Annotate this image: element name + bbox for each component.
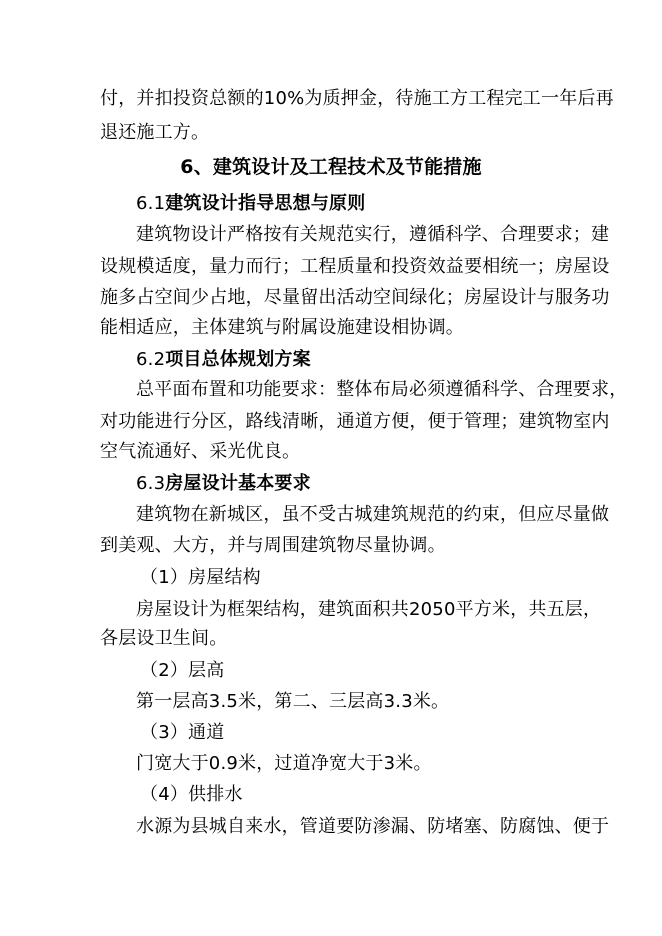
section-title: 建筑设计指导思想与原则 <box>165 193 366 214</box>
paragraph-line: 施多占空间少占地，尽量留出活动空间绿化；房屋设计与服务功 <box>100 287 610 308</box>
subsection-label: （4）供排水 <box>140 784 243 805</box>
section-number: 6.2 <box>136 349 166 370</box>
paragraph-line: 建筑物在新城区，虽不受古城建筑规范的约束，但应尽量做 <box>136 504 610 525</box>
section-number: 6.3 <box>136 473 166 494</box>
paragraph-line: 总平面布置和功能要求：整体布局必须遵循科学、合理要求， <box>136 379 628 400</box>
paragraph-line: 设规模适度，量力而行；工程质量和投资效益要相统一；房屋设 <box>100 256 610 277</box>
section-title: 项目总体规划方案 <box>165 349 311 370</box>
paragraph-line: 退还施工方。 <box>100 122 210 143</box>
paragraph-line: 房屋设计为框架结构，建筑面积共2050平方米，共五层， <box>136 599 602 620</box>
paragraph-line: 第一层高3.5米，第二、三层高3.3米。 <box>136 691 450 712</box>
paragraph-line: 能相适应，主体建筑与附属设施建设相协调。 <box>100 317 464 338</box>
section-heading-6-3 <box>136 472 311 496</box>
paragraph-line: 各层设卫生间。 <box>100 628 228 649</box>
section-heading-6-1 <box>136 192 365 216</box>
subsection-label: （3）通道 <box>140 722 225 743</box>
paragraph-line: 门宽大于0.9米，过道净宽大于3米。 <box>136 753 432 774</box>
subsection-label: （2）层高 <box>140 660 225 681</box>
section-number: 6.1 <box>136 193 166 214</box>
chapter-title: 6、建筑设计及工程技术及节能措施 <box>180 156 482 178</box>
paragraph-line: 建筑物设计严格按有关规范实行，遵循科学、合理要求；建 <box>136 224 610 245</box>
section-heading-6-2 <box>136 348 311 372</box>
paragraph-line: 水源为县城自来水，管道要防渗漏、防堵塞、防腐蚀、便于 <box>136 816 610 837</box>
section-title: 房屋设计基本要求 <box>165 473 311 494</box>
paragraph-line: 空气流通好、采光优良。 <box>100 441 301 462</box>
paragraph-line: 对功能进行分区，路线清晰，通道方便，便于管理；建筑物室内 <box>100 411 610 432</box>
paragraph-line: 付，并扣投资总额的10%为质押金，待施工方工程完工一年后再 <box>100 88 614 109</box>
subsection-label: （1）房屋结构 <box>140 567 261 588</box>
paragraph-line: 到美观、大方，并与周围建筑物尽量协调。 <box>100 535 446 556</box>
